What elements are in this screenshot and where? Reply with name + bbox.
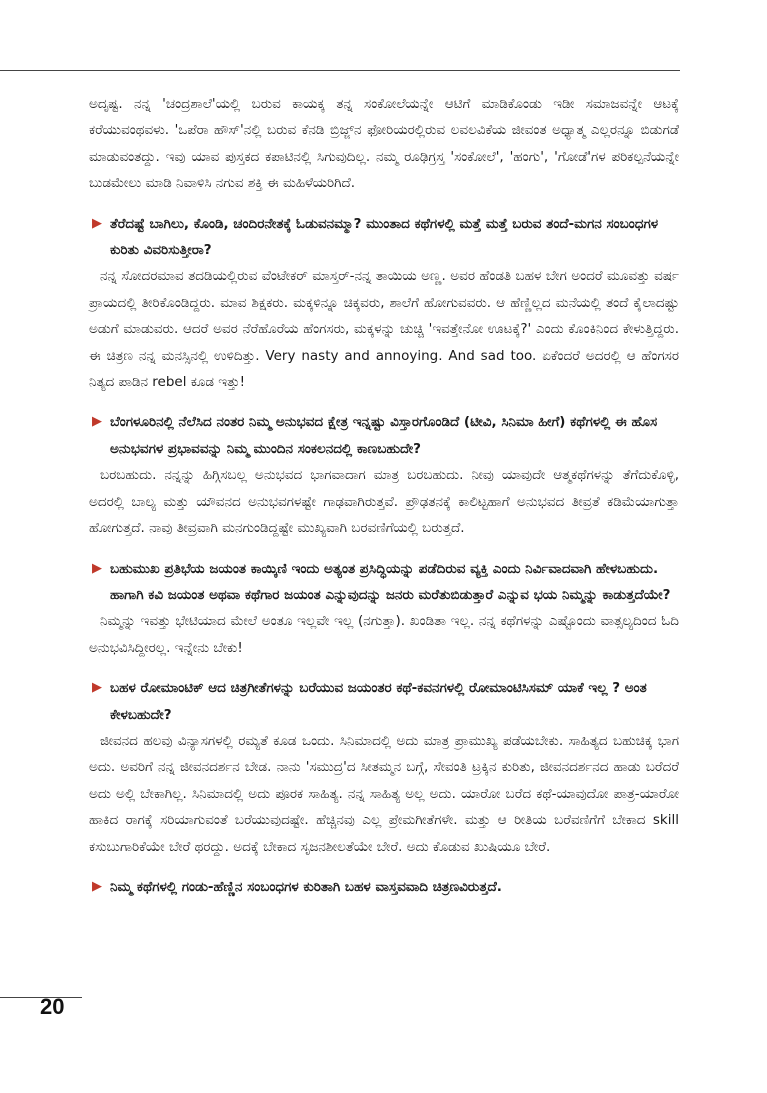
question-paragraph bbox=[89, 675, 679, 728]
question-text: ಬೆಂಗಳೂರಿನಲ್ಲಿ ನೆಲೆಸಿದ ನಂತರ ನಿಮ್ಮ ಅನುಭವದ ಕ್ಷೇತ್ರ ಇನ್ನಷ್ಟು ವಿಸ್ತಾರಗೊಂಡಿದೆ (ಟೀವಿ, ಸಿನಿಮಾ ಹೀಗೆ) ಕಥೆಗಳಲ್ಲಿ ಈ ಹೊಸ ಅನುಭವಗಳ ಪ್ರಭಾವವನ್ನು ನಿಮ್ಮ ಮುಂದಿನ ಸಂಕಲನದಲ್ಲಿ ಕಾಣಬಹುದೇ? bbox=[110, 414, 658, 457]
question-text: ಬಹುಮುಖ ಪ್ರತಿಭೆಯ ಜಯಂತ ಕಾಯ್ಕಿಣಿ ಇಂದು ಅತ್ಯಂತ ಪ್ರಸಿದ್ಧಿಯನ್ನು ಪಡೆದಿರುವ ವ್ಯಕ್ತಿ ಎಂದು ನಿರ್ವಿವಾದವಾಗಿ ಹೇಳಬಹುದು. ಹಾಗಾಗಿ ಕವಿ ಜಯಂತ ಅಥವಾ ಕಥೆಗಾರ ಜಯಂತ ಎನ್ನುವುದನ್ನು ಜನರು ಮರೆತುಬಿಡುತ್ತಾರೆ ಎನ್ನುವ ಭಯ ನಿಮ್ಮನ್ನು ಕಾಡುತ್ತದೆಯೇ? bbox=[110, 560, 671, 603]
question-paragraph bbox=[89, 556, 679, 609]
question-text: ಬಹಳ ರೋಮಾಂಟಿಕ್ ಆದ ಚಿತ್ರಗೀತೆಗಳನ್ನು ಬರೆಯುವ ಜಯಂತರ ಕಥೆ-ಕವನಗಳಲ್ಲಿ ರೋಮಾಂಟಿಸಿಸಮ್ ಯಾಕೆ ಇಲ್ಲ ? ಅಂತ ಕೇಳಬಹುದೇ? bbox=[110, 680, 647, 723]
triangle-bullet-icon: ▶ bbox=[92, 878, 102, 894]
answer-paragraph: ನಿಮ್ಮನ್ನು ಇವತ್ತು ಭೇಟಿಯಾದ ಮೇಲೆ ಅಂತೂ ಇಲ್ಲವೇ ಇಲ್ಲ (ನಗುತ್ತಾ). ಖಂಡಿತಾ ಇಲ್ಲ. ನನ್ನ ಕಥೆಗಳನ್ನು ಎಷ್ಟೊಂದು ವಾತ್ಸಲ್ಯದಿಂದ ಓದಿ ಅನುಭವಿಸಿದ್ದೀರಲ್ಲ. ಇನ್ನೇನು ಬೇಕು! bbox=[89, 613, 679, 656]
answer-paragraph: ನನ್ನ ಸೋದರಮಾವ ತದಡಿಯಲ್ಲಿರುವ ವೆಂಟೇಕರ್ ಮಾಸ್ತರ್-ನನ್ನ ತಾಯಿಯ ಅಣ್ಣ. ಅವರ ಹೆಂಡತಿ ಬಹಳ ಬೇಗ ಅಂದರೆ ಮೂವತ್ತು ವರ್ಷ ಪ್ರಾಯದಲ್ಲಿ ತೀರಿಕೊಂಡಿದ್ದರು. ಮಾವ ಶಿಕ್ಷಕರು. ಮಕ್ಕಳಿನ್ನೂ ಚಿಕ್ಕವರು, ಶಾಲೆಗೆ ಹೋಗುವವರು. ಆ ಹೆಣ್ಣಿಲ್ಲದ ಮನೆಯಲ್ಲಿ ತಂದೆ ಕೈಲಾದಷ್ಟು ಅಡುಗೆ ಮಾಡುವರು. ಆದರೆ ಅವರ ನೆರೆಹೊರೆಯ ಹೆಂಗಸರು, ಮಕ್ಕಳನ್ನು ಚುಚ್ಚಿ 'ಇವತ್ತೇನೋ ಊಟಕ್ಕೆ?' ಎಂದು ಕೊಂಕಿನಿಂದ ಕೇಳುತ್ತಿದ್ದರು. ಈ ಚಿತ್ರಣ ನನ್ನ ಮನಸ್ಸಿನಲ್ಲಿ ಉಳಿದಿತ್ತು. Very nasty and annoying. And sad too. ಏಕೆಂದರೆ ಅದರಲ್ಲಿ ಆ ಹೆಂಗಸರ ನಿತ್ಯದ ಪಾಡಿನ rebel ಕೂಡ ಇತ್ತು! bbox=[89, 268, 679, 391]
answer-paragraph: ಅದೃಷ್ಟ. ನನ್ನ 'ಚಂದ್ರಶಾಲೆ'ಯಲ್ಲಿ ಬರುವ ಕಾಯಕ್ಕ ತನ್ನ ಸಂಕೋಲೆಯನ್ನೇ ಆಟಿಗೆ ಮಾಡಿಕೊಂಡು ಇಡೀ ಸಮಾಜವನ್ನೇ ಆಟಕ್ಕೆ ಕರೆಯುವಂಥವಳು. 'ಒಪೆರಾ ಹೌಸ್'ನಲ್ಲಿ ಬರುವ ಕೆನಡಿ ಬ್ರಿಜ್ಜ್‌ನ ಫೋರಿಯರಲ್ಲಿರುವ ಲವಲವಿಕೆಯ ಜೀವಂತ ಅಧ್ಯಾತ್ಮ ಎಲ್ಲರನ್ನೂ ಬಿಡುಗಡೆ ಮಾಡುವಂತದ್ದು. ಇವು ಯಾವ ಪುಸ್ತಕದ ಕಪಾಟಿನಲ್ಲಿ ಸಿಗುವುದಿಲ್ಲ. ನಮ್ಮ ರೂಢಿಗ್ರಸ್ತ 'ಸಂಕೋಲೆ', 'ಹಂಗು', 'ಗೋಡೆ'ಗಳ ಪರಿಕಲ್ಪನೆಯನ್ನೇ ಬುಡಮೇಲು ಮಾಡಿ ನಿವಾಳಿಸಿ ನಗುವ ಶಕ್ತಿ ಈ ಮಹಿಳೆಯರಿಗಿದೆ. bbox=[89, 96, 679, 192]
triangle-bullet-icon: ▶ bbox=[92, 680, 102, 696]
question-text: ನಿಮ್ಮ ಕಥೆಗಳಲ್ಲಿ ಗಂಡು-ಹೆಣ್ಣಿನ ಸಂಬಂಧಗಳ ಕುರಿತಾಗಿ ಬಹಳ ವಾಸ್ತವವಾದಿ ಚಿತ್ರಣವಿರುತ್ತದೆ. bbox=[110, 878, 502, 895]
triangle-bullet-icon: ▶ bbox=[92, 414, 102, 430]
triangle-bullet-icon: ▶ bbox=[92, 560, 102, 576]
question-text: ತೆರೆದಷ್ಟೆ ಬಾಗಿಲು, ಕೊಂಡಿ, ಚಂದಿರನೇತಕ್ಕೆ ಓಡುವನಮ್ಮಾ? ಮುಂತಾದ ಕಥೆಗಳಲ್ಲಿ ಮತ್ತೆ ಮತ್ತೆ ಬರುವ ತಂದೆ-ಮಗನ ಸಂಬಂಧಗಳ ಕುರಿತು ವಿವರಿಸುತ್ತೀರಾ? bbox=[110, 215, 659, 259]
page-number: 20 bbox=[40, 994, 65, 1019]
article-body bbox=[89, 91, 679, 900]
triangle-bullet-icon: ▶ bbox=[92, 215, 102, 231]
question-paragraph bbox=[89, 211, 679, 264]
top-rule bbox=[0, 70, 680, 71]
answer-paragraph: ಬರಬಹುದು. ನನ್ನನ್ನು ಹಿಗ್ಗಿಸಬಲ್ಲ ಅನುಭವದ ಭಾಗವಾದಾಗ ಮಾತ್ರ ಬರಬಹುದು. ನೀವು ಯಾವುದೇ ಆತ್ಮಕಥೆಗಳನ್ನು ತೆಗೆದುಕೊಳ್ಳಿ, ಅದರಲ್ಲಿ ಬಾಲ್ಯ ಮತ್ತು ಯೌವನದ ಅನುಭವಗಳಷ್ಟೇ ಗಾಢವಾಗಿರುತ್ತವೆ. ಪ್ರೌಢತನಕ್ಕೆ ಕಾಲಿಟ್ಟಹಾಗೆ ಅನುಭವದ ತೀವ್ರತೆ ಕಡಿಮೆಯಾಗುತ್ತಾ ಹೋಗುತ್ತದೆ. ನಾವು ತೀವ್ರವಾಗಿ ಮನಗುಂಡಿದ್ದಷ್ಟೇ ಮುಖ್ಯವಾಗಿ ಬರವಣಿಗೆಯಲ್ಲಿ ಬರುತ್ತದೆ. bbox=[89, 467, 679, 537]
question-paragraph bbox=[89, 409, 679, 462]
answer-paragraph: ಜೀವನದ ಹಲವು ವಿನ್ಯಾಸಗಳಲ್ಲಿ ರಮ್ಯತೆ ಕೂಡ ಒಂದು. ಸಿನಿಮಾದಲ್ಲಿ ಅದು ಮಾತ್ರ ಪ್ರಾಮುಖ್ಯ ಪಡೆಯಬೇಕು. ಸಾಹಿತ್ಯದ ಬಹುಚಿಕ್ಕ ಭಾಗ ಅದು. ಅವರಿಗೆ ನನ್ನ ಜೀವನದರ್ಶನ ಬೇಡ. ನಾನು 'ಸಮುದ್ರ'ದ ಸೀತಮ್ಮನ ಬಗ್ಗೆ, ಸೇವಂತಿ ಟ್ರಕ್ಕಿನ ಕುರಿತು, ಜೀವನದರ್ಶನದ ಹಾಡು ಬರೆದರೆ ಅದು ಅಲ್ಲಿ ಬೇಕಾಗಿಲ್ಲ. ಸಿನಿಮಾದಲ್ಲಿ ಅದು ಪೂರಕ ಸಾಹಿತ್ಯ. ನನ್ನ ಸಾಹಿತ್ಯ ಅಲ್ಲ ಅದು. ಯಾರೋ ಬರೆದ ಕಥೆ-ಯಾವುದೋ ಪಾತ್ರ-ಯಾರೋ ಹಾಕಿದ ರಾಗಕ್ಕೆ ಸರಿಯಾಗುವಂತೆ ಬರೆಯುವುದಷ್ಟೇ. ಹೆಚ್ಚಿನವು ಎಲ್ಲ ಪ್ರೇಮಗೀತೆಗಳೇ. ಮತ್ತು ಆ ರೀತಿಯ ಬರೆವಣಿಗೆಗೆ ಬೇಕಾದ skill ಕಸುಬುಗಾರಿಕೆಯೇ ಬೇರೆ ಥರದ್ದು. ಅದಕ್ಕೆ ಬೇಕಾದ ಸೃಜನಶೀಲತೆಯೇ ಬೇರೆ. ಅದು ಕೊಡುವ ಖುಷಿಯೂ ಬೇರೆ. bbox=[89, 732, 679, 855]
question-paragraph bbox=[89, 874, 679, 900]
